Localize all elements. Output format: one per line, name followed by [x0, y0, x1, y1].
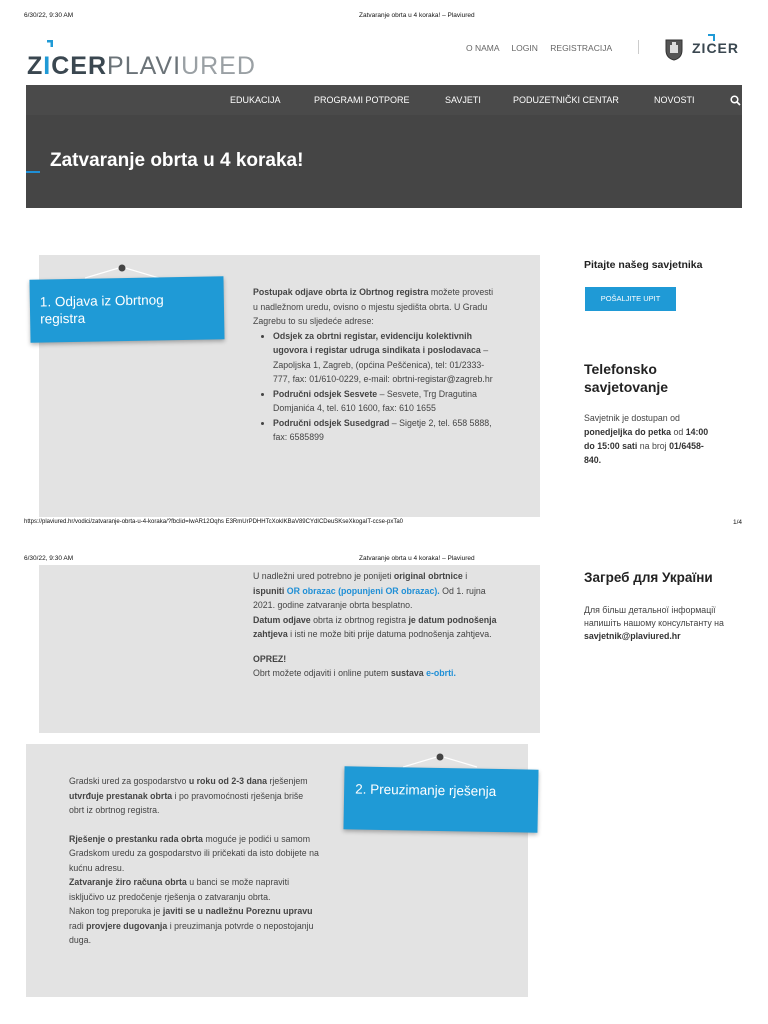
step2-text-part: i preuzimanja potvrde o nepostojanju duga. [69, 920, 314, 945]
step2-text-part: Gradski ured za gospodarstvo [69, 776, 189, 786]
step1-text [253, 285, 498, 445]
cont-text: obrta iz obrtnog registra [310, 614, 409, 625]
step2-text-part: rješenjem [267, 776, 308, 786]
list-item [273, 329, 498, 387]
cont-bold: Datum odjave [253, 614, 311, 625]
step2-card [343, 766, 538, 832]
cont-bold: original obrtnice [393, 571, 463, 581]
cont-text: i [462, 571, 468, 581]
cont-bold: sustava [390, 668, 424, 678]
office-address: – Sigetje 2, tel. 658 5888, fax: 6585899 [273, 417, 492, 442]
top-link-o-nama[interactable]: O NAMA [466, 43, 500, 53]
office-list [253, 329, 498, 445]
phone-text-c: od [671, 427, 686, 437]
ukraine-text-a: Для більш детальної інформації напишіть нашому консультанту на [584, 605, 724, 628]
office-address: – Zapoljska 1, Zagreb, (općina Peščenica), tel: 01/2333-777, fax: 01/610-0229, e-mail: obrtni-registar@zagreb.hr [273, 345, 493, 384]
top-link-registracija[interactable]: REGISTRACIJA [550, 43, 613, 53]
step1-card [29, 276, 224, 342]
send-inquiry-button[interactable]: POŠALJITE UPIT [585, 287, 676, 311]
step2-text-part: u banci se može napraviti isključivo uz predočenje rješenja o zatvaranju obrta. [69, 877, 290, 902]
top-links [456, 43, 612, 53]
zagreb-crest-icon[interactable] [664, 37, 684, 61]
zicer-mark-icon [708, 34, 715, 41]
phone-consult-text [584, 411, 714, 467]
step1-intro-bold: Postupak odjave obrta iz Obrtnog registra [253, 287, 429, 297]
step2-text-part: Nakon tog preporuka je [69, 906, 163, 916]
step2-text-part: moguće je podići u samom Gradskom uredu za gospodarstvo ili pričekati da isto dobijete na kućnu adresu. [69, 833, 319, 873]
print-page-title: Zatvaranje obrta u 4 koraka! – Plaviured [359, 12, 475, 19]
nav-poduzetnicki-centar[interactable]: PODUZETNIČKI CENTAR [513, 95, 619, 105]
office-name: Područni odsjek Susedgrad [273, 417, 390, 428]
office-name: Područni odsjek Sesvete [273, 388, 378, 399]
logo-i: I [43, 52, 52, 80]
site-logo[interactable] [27, 52, 256, 81]
search-icon[interactable] [730, 95, 741, 106]
logo-plavi: PLAVI [107, 52, 182, 80]
step2-connector [403, 752, 478, 768]
main-nav [26, 85, 742, 115]
phone-days: ponedjeljka do petka [584, 427, 672, 437]
step2-text-part: i po pravomoćnosti rješenja briše obrt iz obrtnog registra. [69, 790, 304, 815]
cont-bold: ispuniti [253, 585, 285, 596]
ukraine-title: Загреб для України [584, 570, 713, 585]
advisor-email[interactable]: savjetnik@plaviured.hr [584, 631, 681, 641]
step2-text [69, 774, 319, 948]
cont-text: U nadležni ured potrebno je ponijeti [253, 571, 394, 581]
nav-savjeti[interactable]: SAVJETI [445, 95, 481, 105]
step1-label: 1. Odjava iz Obrtnog registra [39, 292, 164, 327]
print-date-2: 6/30/22, 9:30 AM [24, 555, 74, 562]
page-title: Zatvaranje obrta u 4 koraka! [50, 150, 304, 171]
print-page-title-2: Zatvaranje obrta u 4 koraka! – Plaviured [359, 555, 475, 562]
ask-advisor-title: Pitajte našeg savjetnika [584, 259, 703, 271]
cont-text: Od 1. rujna 2021. godine zatvaranje obrta besplatno. [253, 585, 486, 610]
zicer-partner-logo[interactable]: ZICER [692, 40, 739, 56]
top-link-login[interactable]: LOGIN [511, 43, 538, 53]
cont-text: i isti ne može biti prije datuma podnošenja zahtjeva. [287, 629, 492, 639]
print-page-number: 1/4 [733, 519, 743, 526]
logo-mark-icon [47, 40, 57, 50]
logo-z: Z [27, 52, 44, 80]
step2-bold: u roku od 2-3 dana [188, 776, 268, 786]
hero-accent-line [26, 171, 40, 173]
or-form-link[interactable]: OR obrazac (popunjeni OR obrazac). [286, 585, 440, 596]
logo-cer: CER [51, 52, 108, 80]
step1-continued-text [253, 569, 498, 681]
step2-bold: Zatvaranje žiro računa obrta [69, 877, 187, 887]
office-address: – Sesvete, Trg Dragutina Domjanića 4, tel. 610 1600, fax: 610 1655 [273, 388, 477, 413]
step2-label: 2. Preuzimanje rješenja [355, 781, 497, 799]
list-item [273, 416, 498, 445]
office-name: Odsjek za obrtni registar, evidenciju kolektivnih ugovora i registar udruga sindikata i poslodavaca [273, 330, 481, 355]
step2-bold: javiti se u nadležnu Poreznu upravu [162, 906, 313, 916]
nav-programi-potpore[interactable]: PROGRAMI POTPORE [314, 95, 410, 105]
step2-bold: utvrđuje prestanak obrta [69, 790, 173, 801]
phone-text-e: na broj [637, 441, 670, 451]
step1-intro: možete provesti u nadležnom uredu, ovisno o mjestu sjedišta obrta. U Gradu Zagrebu to su sljedeće adrese: [253, 287, 494, 326]
phone-hours: 14:00 do 15:00 sati [584, 427, 709, 451]
ukraine-text [584, 604, 744, 643]
top-divider [638, 40, 639, 54]
logo-ured: URED [181, 52, 256, 80]
cont-bold: je datum podnošenja zahtjeva [253, 614, 497, 639]
cont-text: Obrt možete odjaviti i online putem [253, 668, 391, 678]
e-obrti-link[interactable]: e-obrti. [426, 668, 456, 678]
list-item [273, 387, 498, 416]
warning-title: OPREZ! [253, 653, 287, 664]
phone-text-a: Savjetnik je dostupan od [584, 413, 680, 423]
phone-consult-title: Telefonsko savjetovanje [584, 361, 669, 395]
nav-novosti[interactable]: NOVOSTI [654, 95, 695, 105]
nav-edukacija[interactable]: EDUKACIJA [230, 95, 281, 105]
step2-text-part: radi [69, 920, 87, 931]
print-date: 6/30/22, 9:30 AM [24, 12, 74, 19]
step2-bold: provjere dugovanja [86, 920, 168, 931]
phone-number[interactable]: 01/6458-840. [584, 441, 704, 465]
step2-bold: Rješenje o prestanku rada obrta [69, 833, 203, 844]
print-url: https://plaviured.hr/vodici/zatvaranje-obrta-u-4-koraka/?fbclid=IwAR12Oqhs E3RmUrPDHHTcXokIKBaV89CYdICDeuSKseXkogaIT-ccse-pxTa0 [24, 519, 403, 525]
step1-connector [85, 263, 160, 279]
